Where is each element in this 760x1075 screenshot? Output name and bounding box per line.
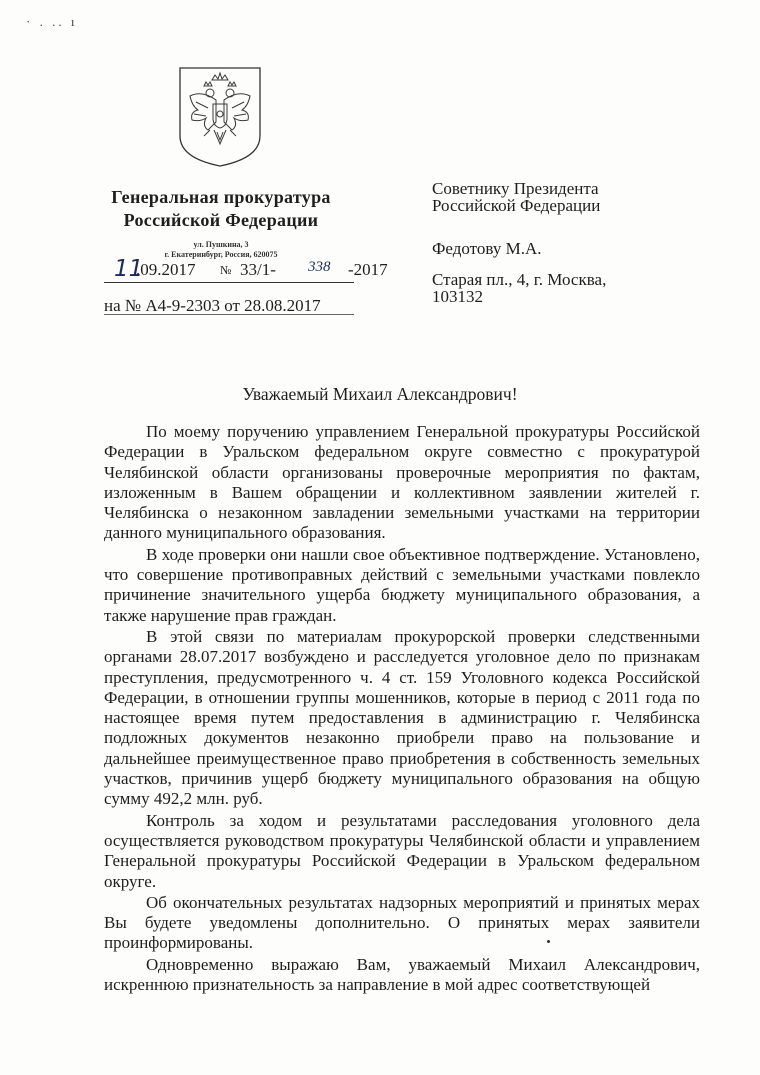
number-sign: №	[220, 263, 232, 277]
salutation: Уважаемый Михаил Александрович!	[242, 384, 518, 404]
reference-number: на № А4-9-2303 от 28.08.2017	[104, 296, 321, 315]
paragraph: Об окончательных результатах надзорных мероприятий и принятых мерах Вы будете уведомлены дополнительно. О принятых мерах заявители проинформированы.	[104, 892, 700, 953]
stray-mark	[547, 940, 550, 943]
number-prefix: 33/1-	[240, 260, 276, 279]
sender-org-line2: Российской Федерации	[123, 210, 319, 230]
corner-marks: · . .. ı	[26, 14, 78, 29]
handwritten-day: 11	[114, 256, 144, 282]
paragraph: В этой связи по материалам прокурорской проверки следственными органами 28.07.2017 возбуждено и расследуется уголовное дело по признакам преступления, предусмотренного ч. 4 ст. 159 Уголовного кодекса Российской Федерации, в отношении группы мошенников, которые в период с 2011 года по настоящее время путем предоставления в администрацию г. Челябинска подложных документов незаконно приобрели право на пользование и дальнейшее преимущественное право приобретения в собственность земельных участков, причинив ущерб бюджету муниципального образования на общую сумму 492,2 млн. руб.	[104, 626, 700, 809]
paragraph: По моему поручению управлением Генеральной прокуратуры Российской Федерации в Уральском федеральном округе совместно с прокуратурой Челябинской области организованы проверочные мероприятия по фактам, изложенным в Вашем обращении и коллективном заявлении жителей г. Челябинска о незаконном завладении земельными участками на территории данного муниципального образования.	[104, 422, 700, 543]
number-underline	[104, 282, 354, 283]
recipient-block	[432, 180, 662, 305]
sender-address-line2: г. Екатеринбург, Россия, 620075	[164, 250, 278, 259]
recipient-address2: 103132	[432, 287, 483, 306]
coat-of-arms-icon	[176, 66, 264, 168]
outgoing-number	[112, 256, 388, 282]
printed-date: .09.2017	[136, 260, 196, 279]
recipient-address1: Старая пл., 4, г. Москва,	[432, 270, 607, 289]
handwritten-number: 338	[308, 259, 331, 275]
sender-address-line1: ул. Пушкина, 3	[193, 240, 249, 249]
paragraph: В ходе проверки они нашли свое объективное подтверждение. Установлено, что совершение противоправных действий с земельными участками повлекло причинение значительного ущерба бюджету муниципального образования, а также нарушение прав граждан.	[104, 544, 700, 625]
sender-block	[90, 186, 352, 232]
recipient-line2: Российской Федерации	[432, 196, 601, 215]
sender-org-line1: Генеральная прокуратура	[111, 187, 331, 207]
letter-body	[104, 422, 700, 996]
recipient-line1: Советнику Президента	[432, 179, 599, 198]
reference-underline	[104, 314, 354, 315]
number-suffix: -2017	[348, 260, 388, 279]
paragraph: Одновременно выражаю Вам, уважаемый Михаил Александрович, искреннюю признательность за направление в мой адрес соответствующей	[104, 954, 700, 995]
recipient-name: Федотову М.А.	[432, 239, 542, 258]
paragraph: Контроль за ходом и результатами расследования уголовного дела осуществляется руководством прокуратуры Челябинской области и управлением Генеральной прокуратуры Российской Федерации в Уральском федеральном округе.	[104, 810, 700, 891]
